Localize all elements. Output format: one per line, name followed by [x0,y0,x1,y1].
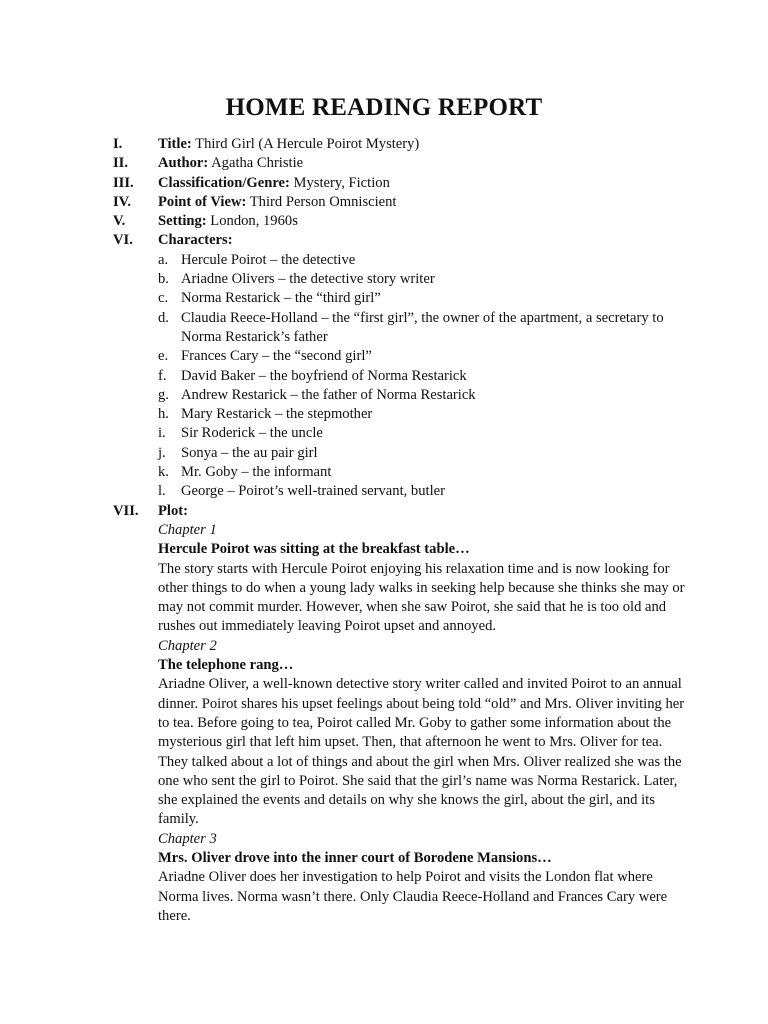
chapter-heading: Chapter 1 [158,521,217,538]
character-item [0,289,768,308]
report-title: HOME READING REPORT [225,94,543,121]
character-item [0,424,768,443]
list-letter: f. [158,367,167,384]
character-item [0,270,768,289]
list-letter: l. [158,483,166,500]
list-letter: d. [158,309,169,326]
character-text: David Baker – the boyfriend of Norma Restarick [181,367,467,384]
genre-label: Classification/Genre: [158,174,290,191]
character-item [0,405,768,424]
character-text: Frances Cary – the “second girl” [181,348,372,365]
point-of-view-row [0,193,768,212]
character-text: Sir Roderick – the uncle [181,425,323,442]
character-text: Ariadne Olivers – the detective story writer [181,271,435,288]
numeral: III. [113,174,134,191]
list-letter: i. [158,425,166,442]
genre-row [0,174,768,193]
character-text: Mr. Goby – the informant [181,464,332,481]
list-letter: h. [158,406,169,423]
setting-label: Setting: [158,213,207,230]
point-of-view-value: Third Person Omniscient [246,193,397,210]
character-text: George – Poirot’s well-trained servant, butler [181,483,445,500]
setting-row [0,212,768,231]
list-letter: j. [158,444,166,461]
title-value: Third Girl (A Hercule Poirot Mystery) [191,136,420,152]
list-letter: e. [158,348,169,365]
character-item [0,251,768,270]
character-text: Sonya – the au pair girl [181,444,318,461]
report-outline [0,135,768,926]
plot-row [0,502,768,521]
list-letter: b. [158,271,169,288]
numeral: V. [113,213,126,230]
chapter-lead: The telephone rang… [158,657,294,674]
chapter-summary: The story starts with Hercule Poirot enjoying his relaxation time and is now looking for other things to do when a young lady walks in seeking help because she thinks she may or may not commit murder. However, when she saw Poirot, she said that he is too old and rushes out immediately leaving Poirot upset and annoyed. [158,560,685,635]
list-letter: a. [158,251,169,268]
numeral: II. [113,155,129,172]
list-letter: c. [158,290,169,307]
character-item [0,444,768,463]
chapter-lead: Mrs. Oliver drove into the inner court of Borodene Mansions… [158,849,552,866]
setting-value: London, 1960s [206,213,298,230]
character-text: Hercule Poirot – the detective [181,251,356,268]
characters-label: Characters: [158,232,233,249]
character-item [0,367,768,386]
author-label: Author: [158,155,209,172]
character-item [0,463,768,482]
chapter-heading: Chapter 2 [158,637,217,654]
plot-label: Plot: [158,502,188,519]
characters-row [0,231,768,250]
character-item [0,309,768,348]
character-item [0,347,768,366]
genre-value: Mystery, Fiction [289,174,390,191]
chapter-summary: Ariadne Oliver, a well-known detective story writer called and invited Poirot to an annual dinner. Poirot shares his upset feelings about being told “old” and Mrs. Oliver inviting her to tea. Before going to tea, Poirot called Mr. Goby to gather some information about the mysterious girl that left him upset. Then, that afternoon he went to Mrs. Oliver for tea. They talked about a lot of things and about the girl when Mrs. Oliver realized she was the one who sent the girl to Poirot. She said that the girl’s name was Norma Restarick. Later, she explained the events and details on why she knows the girl, about the girl, and its family. [158,676,685,828]
numeral: IV. [113,193,131,210]
chapter-lead: Hercule Poirot was sitting at the breakfast table… [158,541,470,558]
numeral: VII. [113,502,139,519]
list-letter: k. [158,464,169,481]
author-value: Agatha Christie [208,155,304,172]
character-text: Claudia Reece-Holland – the “first girl”, the owner of the apartment, a secretary to Norma Restarick’s father [181,309,664,345]
character-text: Andrew Restarick – the father of Norma Restarick [181,386,476,403]
character-text: Mary Restarick – the stepmother [181,406,373,423]
character-item [0,482,768,501]
numeral: I. [113,136,123,152]
numeral: VI. [113,232,133,249]
author-row [0,154,768,173]
plot-chapter-3 [0,830,768,926]
point-of-view-label: Point of View: [158,193,247,210]
list-letter: g. [158,386,169,403]
chapter-heading: Chapter 3 [158,830,217,847]
title-label: Title: [158,136,192,152]
character-list [0,251,768,502]
plot-chapter-1 [0,521,768,637]
title-row [0,135,768,154]
character-item [0,386,768,405]
chapter-summary: Ariadne Oliver does her investigation to help Poirot and visits the London flat where Norma lives. Norma wasn’t there. Only Claudia Reece-Holland and Frances Cary were there. [158,869,668,924]
plot-chapter-2 [0,637,768,830]
character-text: Norma Restarick – the “third girl” [181,290,381,307]
